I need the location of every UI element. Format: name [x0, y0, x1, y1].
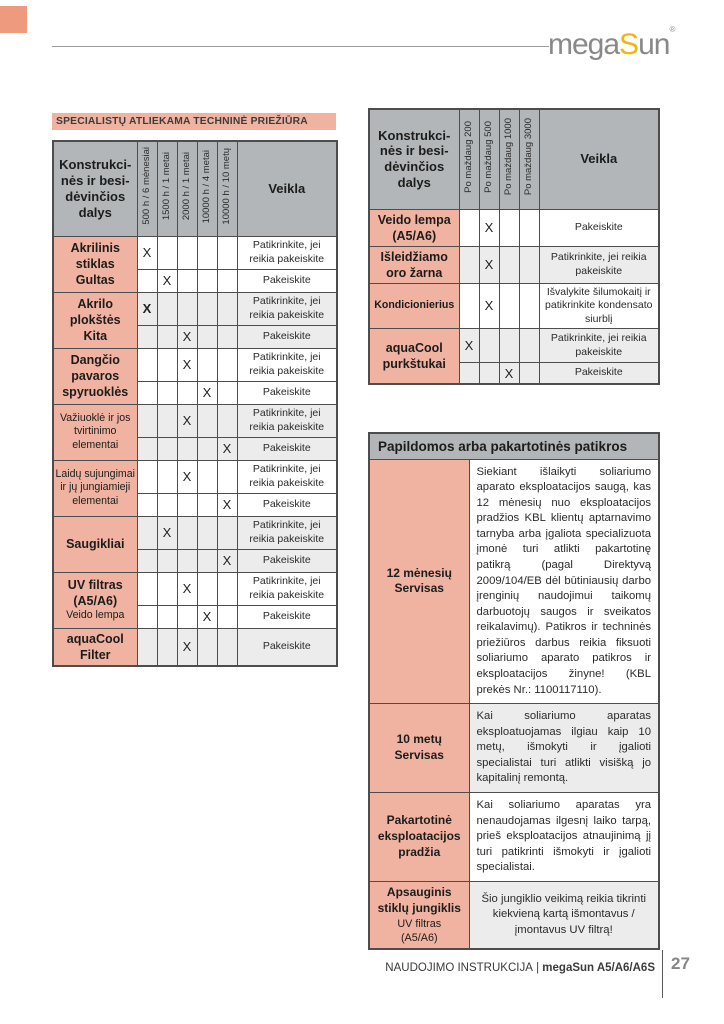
interval-mark-cell — [157, 404, 177, 437]
check-label-line: Pakartotinė — [386, 813, 452, 828]
check-label-line: 10 metų — [396, 732, 442, 747]
action-cell: Pakeiskite — [237, 493, 337, 516]
interval-mark-cell — [217, 348, 237, 381]
additional-title-row — [369, 433, 659, 459]
interval-mark-cell — [217, 628, 237, 666]
part-label-cell — [369, 246, 459, 283]
part-label-line: Gultas — [75, 273, 115, 287]
interval-header-cell — [137, 141, 157, 236]
interval-mark-cell: X — [177, 460, 197, 493]
interval-mark-cell: X — [157, 516, 177, 549]
part-label-cell — [53, 348, 137, 404]
interval-mark-cell — [157, 605, 177, 628]
interval-mark-cell — [137, 516, 157, 549]
table-row — [369, 881, 659, 949]
parts-header-cell — [53, 141, 137, 236]
interval-mark-cell — [197, 628, 217, 666]
footer-doc-label: NAUDOJIMO INSTRUKCIJA — [385, 962, 533, 974]
interval-mark-cell — [157, 325, 177, 348]
interval-mark-cell — [197, 236, 217, 269]
interval-mark-cell — [197, 404, 217, 437]
action-cell: Pakeiskite — [237, 381, 337, 404]
additional-table-title: Papildomos arba pakartotinės patikros — [369, 433, 659, 459]
check-label-cell — [369, 881, 469, 949]
parts-header-line: Konstrukci- — [59, 157, 132, 173]
interval-mark-cell — [459, 363, 479, 384]
interval-mark-cell — [519, 209, 539, 246]
specialist-maintenance-table — [52, 140, 336, 667]
action-cell: Patikrinkite, jei reikia pakeiskite — [237, 460, 337, 493]
action-cell: Patikrinkite, jei reikia pakeiskite — [237, 516, 337, 549]
interval-mark-cell — [137, 404, 157, 437]
interval-mark-cell — [197, 549, 217, 572]
table-row — [53, 236, 337, 269]
part-label-line: Filter — [79, 647, 111, 662]
parts-header-line: dėvinčios — [384, 159, 445, 175]
interval-mark-cell — [157, 549, 177, 572]
int-grid — [368, 108, 660, 385]
action-cell: Patikrinkite, jei reikia pakeiskite — [539, 329, 659, 363]
part-label-line: aquaCool — [385, 341, 443, 356]
part-label-line: plokštės — [69, 313, 121, 327]
part-label-line: UV filtras — [67, 578, 123, 593]
interval-mark-cell — [137, 549, 157, 572]
table-row — [369, 704, 659, 793]
parts-header-line: nės ir besi- — [379, 143, 449, 159]
interval-mark-cell: X — [479, 283, 499, 329]
action-cell: Patikrinkite, jei reikia pakeiskite — [237, 404, 337, 437]
action-cell: Patikrinkite, jei reikia pakeiskite — [539, 246, 659, 283]
logo-un: un — [638, 28, 670, 61]
interval-mark-cell — [459, 246, 479, 283]
interval-mark-cell — [217, 460, 237, 493]
table-row — [369, 209, 659, 246]
interval-mark-cell — [459, 209, 479, 246]
interval-mark-cell — [459, 283, 479, 329]
interval-mark-cell — [137, 460, 157, 493]
interval-mark-cell — [157, 348, 177, 381]
interval-mark-cell — [197, 460, 217, 493]
interval-mark-cell: X — [177, 325, 197, 348]
footer-divider — [662, 950, 663, 998]
part-label-cell — [53, 292, 137, 348]
interval-mark-cell — [177, 292, 197, 325]
interval-mark-cell: X — [479, 246, 499, 283]
table-row — [53, 292, 337, 325]
part-label-line: (A5/A6) — [73, 594, 118, 609]
interval-mark-cell: X — [197, 605, 217, 628]
interval-mark-cell: X — [217, 549, 237, 572]
interval-header-cell — [499, 109, 519, 209]
part-label-cell — [53, 572, 137, 628]
interval-header-text: Po maždaug 3000 — [523, 118, 535, 196]
interval-mark-cell — [197, 269, 217, 292]
action-cell: Patikrinkite, jei reikia pakeiskite — [237, 292, 337, 325]
interval-header-cell — [459, 109, 479, 209]
interval-mark-cell — [157, 292, 177, 325]
action-cell: Pakeiskite — [539, 363, 659, 384]
part-label-line: Akrilo — [77, 297, 113, 311]
part-label-cell — [53, 628, 137, 666]
interval-mark-cell — [479, 329, 499, 363]
action-cell: Pakeiskite — [237, 437, 337, 460]
action-header-cell: Veikla — [237, 141, 337, 236]
part-label-line: aquaCool — [66, 631, 124, 646]
check-label-line: Servisas — [394, 581, 444, 596]
interval-mark-cell — [197, 493, 217, 516]
table-row — [53, 348, 337, 381]
part-label-line: elementai — [72, 438, 119, 451]
part-label-line: Kondicionierius — [374, 299, 455, 312]
check-label-cell — [369, 704, 469, 793]
part-label-line: spyruoklės — [62, 385, 129, 399]
interval-header-cell — [157, 141, 177, 236]
megasun-logo — [548, 13, 675, 62]
check-label-cell — [369, 459, 469, 704]
check-label-line: stiklų jungiklis — [377, 900, 461, 915]
part-label-cell — [53, 404, 137, 460]
interval-mark-cell — [157, 493, 177, 516]
part-label-line: Veido lempa — [66, 609, 125, 622]
interval-mark-cell — [177, 493, 197, 516]
interval-mark-cell — [519, 363, 539, 384]
part-label-line: oro žarna — [386, 265, 443, 280]
interval-mark-cell — [499, 246, 519, 283]
check-label-line: (A5/A6) — [400, 931, 438, 944]
interval-mark-cell — [217, 516, 237, 549]
action-cell: Pakeiskite — [237, 628, 337, 666]
interval-mark-cell — [137, 348, 157, 381]
parts-header-line: Konstrukci- — [378, 127, 451, 143]
action-cell: Patikrinkite, jei reikia pakeiskite — [237, 236, 337, 269]
service-table-title: SPECIALISTŲ ATLIEKAMA TECHNINĖ PRIEŽIŪRA — [52, 113, 336, 130]
parts-header-line: dalys — [397, 175, 431, 191]
table-row — [53, 404, 337, 437]
parts-header-cell — [369, 109, 459, 209]
interval-mark-cell — [177, 437, 197, 460]
interval-mark-cell — [157, 381, 177, 404]
interval-mark-cell — [137, 572, 157, 605]
interval-mark-cell — [137, 325, 157, 348]
interval-mark-cell — [177, 269, 197, 292]
interval-mark-cell — [197, 292, 217, 325]
svc-grid — [52, 140, 338, 667]
interval-mark-cell — [177, 236, 197, 269]
check-label-cell — [369, 793, 469, 882]
interval-mark-cell — [197, 348, 217, 381]
action-cell: Pakeiskite — [237, 325, 337, 348]
interval-mark-cell: X — [197, 381, 217, 404]
check-label-line: Servisas — [394, 748, 444, 763]
interval-mark-cell: X — [177, 404, 197, 437]
interval-mark-cell: X — [137, 292, 157, 325]
part-label-line: (A5/A6) — [392, 228, 437, 243]
interval-mark-cell: X — [177, 572, 197, 605]
interval-header-text: Po maždaug 200 — [463, 120, 475, 193]
footer-text — [385, 962, 655, 974]
interval-mark-cell — [519, 329, 539, 363]
interval-mark-cell — [217, 269, 237, 292]
additional-checks-table — [368, 432, 658, 950]
interval-mark-cell — [137, 605, 157, 628]
interval-mark-cell — [157, 460, 177, 493]
page-number: 27 — [671, 954, 690, 973]
interval-mark-cell — [217, 325, 237, 348]
footer-product: megaSun A5/A6/A6S — [542, 962, 655, 974]
part-label-line: Dangčio — [70, 353, 120, 367]
part-label-line: elementai — [72, 494, 119, 507]
part-label-line: Akrilinis — [70, 241, 120, 255]
table-row — [369, 459, 659, 704]
interval-mark-cell — [137, 381, 157, 404]
interval-mark-cell — [157, 437, 177, 460]
table-row — [53, 628, 337, 666]
check-text-cell: Kai soliariumo aparatas eksploatuojamas ilgiau kaip 10 metų, išmokyti ir įgalioti specialistai turi atlikti visišką jo kapitalinį remontą. — [469, 704, 659, 793]
interval-mark-cell — [157, 236, 177, 269]
interval-mark-cell — [137, 628, 157, 666]
interval-header-text: 10000 h / 4 metai — [201, 149, 213, 223]
action-cell: Pakeiskite — [237, 269, 337, 292]
interval-header-cell — [519, 109, 539, 209]
corner-accent-square — [0, 6, 27, 33]
header-rule — [52, 46, 549, 47]
check-label-line: eksploatacijos — [377, 829, 461, 844]
part-label-line: Saugikliai — [66, 537, 125, 551]
interval-mark-cell: X — [459, 329, 479, 363]
interval-header-cell — [197, 141, 217, 236]
table-row — [369, 283, 659, 329]
header-row — [369, 109, 659, 209]
check-label-line: UV filtras — [397, 917, 442, 930]
interval-mark-cell — [177, 549, 197, 572]
action-cell: Patikrinkite, jei reikia pakeiskite — [237, 572, 337, 605]
parts-header-line: dėvinčios — [65, 188, 126, 204]
part-label-line: stiklas — [75, 257, 115, 271]
table-row — [53, 460, 337, 493]
check-label-line: Apsauginis — [386, 884, 452, 899]
interval-header-text: Po maždaug 500 — [483, 120, 495, 193]
footer-separator: | — [536, 962, 540, 974]
action-cell: Pakeiskite — [539, 209, 659, 246]
interval-mark-cell — [197, 572, 217, 605]
interval-mark-cell: X — [177, 628, 197, 666]
interval-mark-cell — [157, 572, 177, 605]
action-cell: Pakeiskite — [237, 605, 337, 628]
part-label-cell — [53, 460, 137, 516]
action-cell: Patikrinkite, jei reikia pakeiskite — [237, 348, 337, 381]
part-label-cell — [369, 209, 459, 246]
interval-mark-cell — [197, 325, 217, 348]
part-label-line: Išleidžiamo — [380, 249, 448, 264]
interval-mark-cell — [217, 605, 237, 628]
part-label-cell — [53, 236, 137, 292]
interval-maintenance-table — [368, 108, 658, 385]
interval-mark-cell — [177, 605, 197, 628]
check-text-cell: Šio jungiklio veikimą reikia tikrinti kiekvieną kartą išmontavus / įmontavus UV filtrą! — [469, 881, 659, 949]
interval-mark-cell — [217, 236, 237, 269]
interval-mark-cell — [197, 516, 217, 549]
interval-mark-cell — [197, 437, 217, 460]
interval-mark-cell: X — [157, 269, 177, 292]
interval-mark-cell: X — [217, 437, 237, 460]
part-label-line: pavaros — [71, 369, 120, 383]
registered-mark: ® — [669, 25, 676, 34]
part-label-cell — [369, 329, 459, 384]
table-row — [369, 793, 659, 882]
interval-mark-cell: X — [479, 209, 499, 246]
interval-mark-cell — [499, 329, 519, 363]
parts-header-line: dalys — [78, 204, 112, 220]
interval-header-cell — [217, 141, 237, 236]
table-row — [369, 246, 659, 283]
additional-checks-grid — [368, 432, 660, 950]
check-label-line: 12 mėnesių — [386, 565, 452, 580]
interval-header-text: 2000 h / 1 metai — [181, 152, 193, 221]
interval-mark-cell — [519, 246, 539, 283]
part-label-line: Veido lempa — [377, 212, 451, 227]
interval-mark-cell — [217, 572, 237, 605]
part-label-line: purkštukai — [382, 357, 446, 372]
interval-mark-cell — [157, 628, 177, 666]
check-label-line: pradžia — [398, 844, 441, 859]
action-header-cell: Veikla — [539, 109, 659, 209]
interval-header-cell — [479, 109, 499, 209]
part-label-line: Laidų sujungimai — [55, 467, 135, 480]
interval-mark-cell — [177, 381, 197, 404]
action-cell: Išvalykite šilumokaitį ir patikrinkite kondensato siurblį — [539, 283, 659, 329]
interval-mark-cell: X — [137, 236, 157, 269]
interval-header-text: 1500 h / 1 metai — [161, 152, 173, 221]
header-row — [53, 141, 337, 236]
interval-mark-cell — [137, 269, 157, 292]
interval-mark-cell — [177, 516, 197, 549]
table-row — [53, 572, 337, 605]
part-label-cell — [369, 283, 459, 329]
interval-mark-cell: X — [177, 348, 197, 381]
table-row — [369, 329, 659, 363]
interval-mark-cell — [217, 404, 237, 437]
part-label-line: Važiuoklė ir jos — [60, 411, 131, 424]
logo-s: S — [619, 28, 639, 61]
interval-mark-cell — [499, 209, 519, 246]
part-label-cell — [53, 516, 137, 572]
parts-header-line: nės ir besi- — [60, 172, 130, 188]
check-text-cell: Siekiant išlaikyti soliariumo aparato eksploatacijos saugą, kas 12 mėnesių nuo eksploatacijos pradžios KBL klientų aptarnavimo tarnyba arba įgaliota specializuota įmonė turi atlikti pakartotinę patikrą (pagal Direktyvą 2009/104/EB dėl būtiniausių darbo įrenginių naudojimui taikomų darbuotojų saugos ir sveikatos reikalavimų). Patikros ir techninės priežiūros darbus reikia fiksuoti soliariumo aparato patikros ir eksploatacijos žinyne! (KBL prekės Nr.: 1100117110). — [469, 459, 659, 704]
check-text-cell: Kai soliariumo aparatas yra nenaudojamas ilgesnį laiko tarpą, prieš eksploatacijos atnaujinimą jį turi patikrinti išmokyti ir įgalioti specialistai. — [469, 793, 659, 882]
interval-mark-cell: X — [217, 493, 237, 516]
interval-mark-cell — [217, 381, 237, 404]
interval-mark-cell — [519, 283, 539, 329]
interval-mark-cell — [217, 292, 237, 325]
logo-mega: mega — [548, 28, 620, 61]
part-label-line: tvirtinimo — [74, 425, 117, 438]
interval-mark-cell — [499, 283, 519, 329]
interval-mark-cell — [137, 493, 157, 516]
interval-header-text: 10000 h / 10 metų — [221, 147, 233, 225]
interval-mark-cell — [137, 437, 157, 460]
part-label-line: ir jų jungiamieji — [60, 481, 131, 494]
interval-header-text: 500 h / 6 mėnesiai — [141, 147, 153, 226]
interval-mark-cell — [479, 363, 499, 384]
table-row — [53, 516, 337, 549]
action-cell: Pakeiskite — [237, 549, 337, 572]
interval-header-cell — [177, 141, 197, 236]
interval-header-text: Po maždaug 1000 — [503, 118, 515, 196]
part-label-line: Kita — [83, 329, 108, 343]
interval-mark-cell: X — [499, 363, 519, 384]
